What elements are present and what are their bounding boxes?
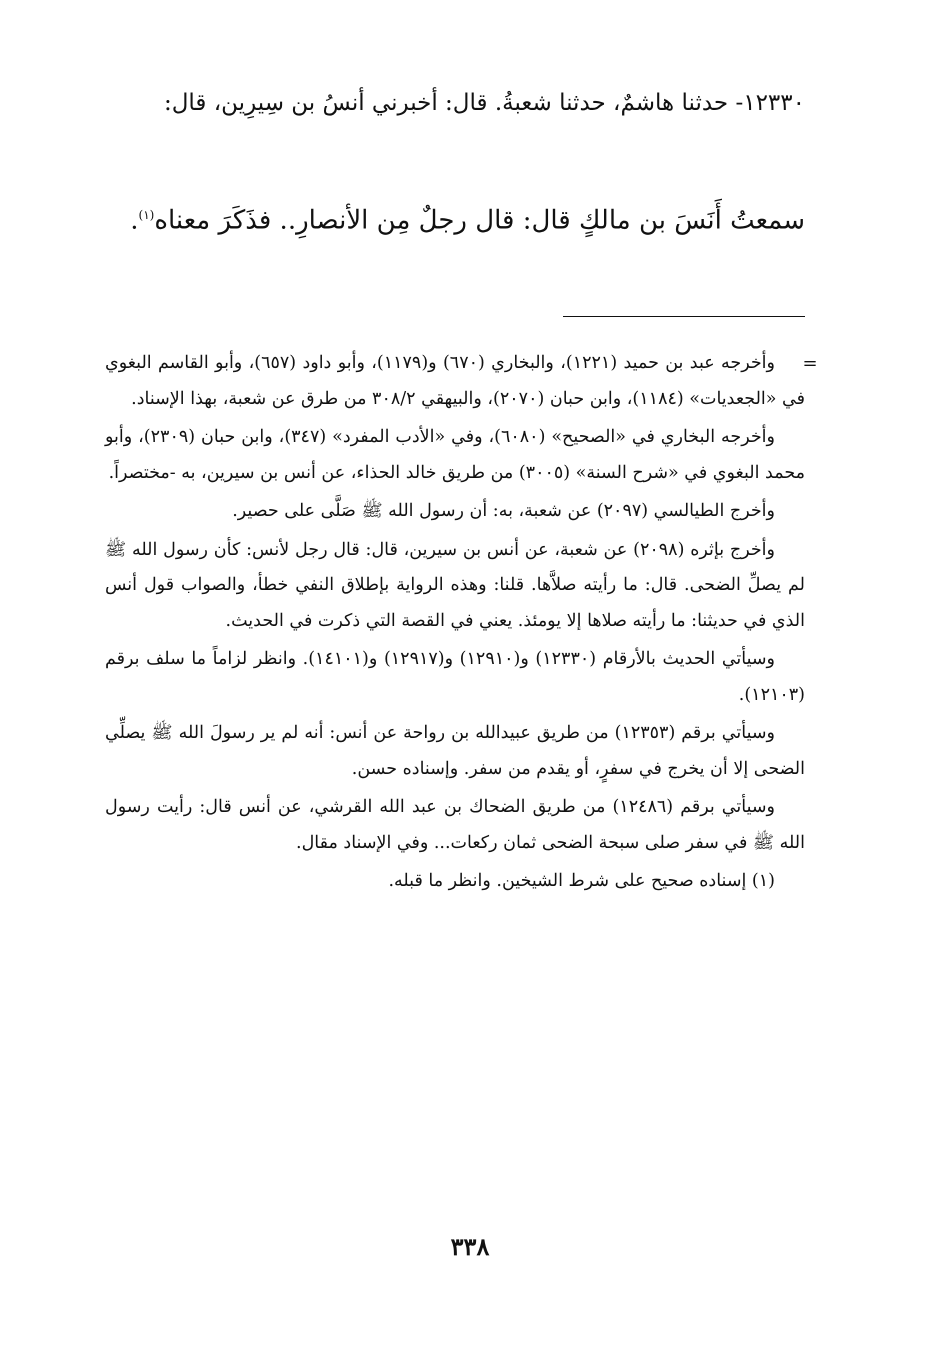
hadith-matn-end: . [130, 205, 139, 236]
hadith-matn-text: سمعتُ أَنَسَ بن مالكٍ قال: قال رجلٌ مِن الأنصارِ.. فذَكَرَ معناه [154, 205, 805, 236]
note-paragraph: وأخرجه البخاري في «الصحيح» (٦٠٨٠)، وفي «الأدب المفرد» (٣٤٧)، وابن حبان (٢٣٠٩)، وأبو محمد البغوي في «شرح السنة» (٣٠٠٥) من طريق خالد الحذاء، عن أنس بن سيرين، به -مختصراً. [105, 427, 805, 483]
page-number: ٣٣٨ [450, 1232, 490, 1261]
hadith-isnad: ١٢٣٣٠- حدثنا هاشمٌ، حدثنا شعبةُ. قال: أخبرني أنسُ بن سِيرِين، قال: [163, 90, 805, 116]
footnotes-section [105, 346, 805, 903]
note-paragraph: وسيأتي الحديث بالأرقام (١٢٣٣٠) و(١٢٩١٠) و(١٢٩١٧) و(١٤١٠١). وانظر لزاماً ما سلف برقم (١٢١٠٣). [105, 649, 805, 705]
footnote-separator [563, 316, 805, 317]
note-paragraph: وسيأتي برقم (١٢٣٥٣) من طريق عبيدالله بن رواحة عن أنس: أنه لم ير رسولَ الله ﷺ يصلِّي الضحى إلا أن يخرج في سفرٍ، أو يقدم من سفر. وإسناده حسن. [105, 723, 805, 779]
note-paragraph: وأخرجه عبد بن حميد (١٢٢١)، والبخاري (٦٧٠) و(١١٧٩)، وأبو داود (٦٥٧)، وأبو القاسم البغوي في «الجعديات» (١١٨٤)، وابن حبان (٢٠٧٠)، والبيهقي ٣٠٨/٢ من طرق عن شعبة، بهذا الإسناد. [105, 353, 805, 409]
note-paragraph: وأخرج الطيالسي (٢٠٩٧) عن شعبة، به: أن رسول الله ﷺ صَلَّى على حصير. [232, 501, 775, 521]
footnote-1: (١) إسناده صحيح على شرط الشيخين. وانظر ما قبله. [388, 871, 775, 891]
note-paragraph: وأخرج بإثره (٢٠٩٨) عن شعبة، عن أنس بن سيرين، قال: قال رجل لأنس: كأن رسول الله ﷺ لم يصلِّ الضحى. قال: ما رأيته صلاَّها. قلنا: وهذه الرواية بإطلاق النفي خطأ، والصواب قول أنس الذي في حديثنا: ما رأيته صلاها إلا يومئذ. يعني في القصة التي ذكرت في الحديث. [105, 539, 805, 631]
note-paragraph: وسيأتي برقم (١٢٤٨٦) من طريق الضحاك بن عبد الله القرشي، عن أنس قال: رأيت رسول الله ﷺ في سفر صلى سبحة الضحى ثمان ركعات... وفي الإسناد مقال. [105, 797, 805, 853]
hadith-matn [105, 188, 805, 248]
continuation-mark: = [802, 353, 818, 374]
footnote-marker: (١) [138, 208, 155, 222]
